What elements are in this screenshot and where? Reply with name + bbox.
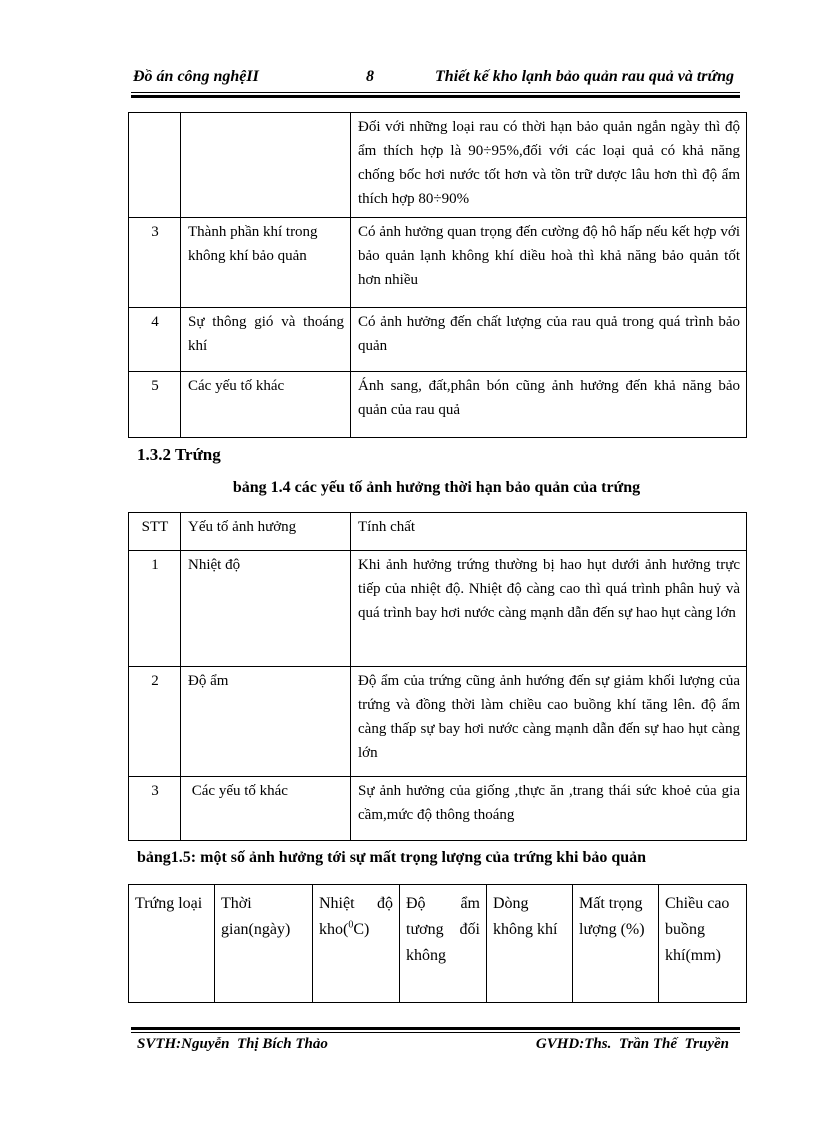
stt-cell: 3	[129, 777, 181, 841]
table-row	[129, 113, 747, 218]
factor-cell: Các yếu tố khác	[181, 777, 351, 841]
factor-cell: Nhiệt độ	[181, 551, 351, 667]
header-cell-temperature-label: Nhiệt độ kho(	[319, 895, 393, 938]
stt-cell: 4	[129, 308, 181, 372]
factor-cell: Độ ẩm	[181, 667, 351, 777]
property-cell: Có ảnh hưởng đến chất lượng của rau quả trong quá trình bảo quản	[351, 308, 747, 372]
property-cell: Độ ẩm của trứng cũng ảnh hướng đến sự giảm khối lượng của trứng và đồng thời làm chiều cao buồng khí tăng lên. độ ẩm càng thấp sự bay hơi nước càng mạnh dẫn đến sự hao hụt càng lớn	[351, 667, 747, 777]
footer-student: SVTH:Nguyễn Thị Bích Thảo	[137, 1036, 328, 1052]
table-row	[129, 372, 747, 438]
header-cell-air-cell-height: Chiều cao buồng khí(mm)	[659, 885, 747, 1003]
property-cell: Có ảnh hưởng quan trọng đến cường độ hô hấp nếu kết hợp với bảo quản lạnh không khí diều hoà thì khả năng bảo quản tốt hơn nhiều	[351, 218, 747, 308]
header-cell-property: Tính chất	[351, 513, 747, 551]
table-row	[129, 551, 747, 667]
table-continued	[128, 112, 747, 438]
footer-rule-thin	[131, 1032, 740, 1033]
factor-cell	[181, 113, 351, 218]
table-1-4	[128, 512, 747, 841]
footer-rule-thick	[131, 1027, 740, 1030]
property-cell: Khi ảnh hưởng trứng thường bị hao hụt dưới ảnh hưởng trực tiếp của nhiệt độ. Nhiệt độ càng cao thì quá trình phân huỷ và quá trình bay hơi nước càng mạnh dẫn đến sự hao hụt càng lớn	[351, 551, 747, 667]
stt-cell	[129, 113, 181, 218]
page-footer	[137, 1036, 737, 1058]
header-cell-temperature-unit: C)	[353, 921, 370, 938]
table-header-row	[129, 885, 747, 1003]
table-header-row	[129, 513, 747, 551]
table-1-5-caption: bảng1.5: một số ảnh hưởng tới sự mất trọng lượng của trứng khi bảo quản	[137, 849, 647, 866]
table-row	[129, 218, 747, 308]
table-row	[129, 777, 747, 841]
section-heading: 1.3.2 Trứng	[137, 445, 221, 464]
stt-cell: 3	[129, 218, 181, 308]
table-1-5	[128, 884, 747, 1003]
header-cell-weight-loss: Mất trọng lượng (%)	[573, 885, 659, 1003]
stt-cell: 5	[129, 372, 181, 438]
header-cell-humidity: Độ ẩm tương đối không	[400, 885, 487, 1003]
table-1-4-caption: bảng 1.4 các yếu tố ảnh hưởng thời hạn bảo quản của trứng	[232, 479, 641, 496]
header-cell-time: Thời gian(ngày)	[215, 885, 313, 1003]
factor-cell: Thành phần khí trong không khí bảo quản	[181, 218, 351, 308]
degree-superscript: 0	[348, 919, 354, 931]
page-header	[133, 68, 740, 90]
footer-advisor: GVHD:Ths. Trần Thế Truyền	[535, 1036, 729, 1052]
header-cell-egg-type: Trứng loại	[129, 885, 215, 1003]
page-number: 8	[366, 68, 374, 85]
factor-cell: Sự thông gió và thoáng khí	[181, 308, 351, 372]
header-cell-factor: Yếu tố ảnh hưởng	[181, 513, 351, 551]
property-cell: Đối với những loại rau có thời hạn bảo quản ngắn ngày thì độ ẩm thích hợp là 90÷95%,đối với các loại quả có khả năng chống bốc hơi nước tốt hơn và tồn trữ dược lâu hơn thì độ ẩm thích hợp 80÷90%	[351, 113, 747, 218]
table-row	[129, 667, 747, 777]
stt-cell: 2	[129, 667, 181, 777]
stt-cell: 1	[129, 551, 181, 667]
header-project-title: Đồ án công nghệII	[133, 68, 259, 85]
factor-cell: Các yếu tố khác	[181, 372, 351, 438]
header-rule-thin	[131, 92, 740, 93]
header-cell-temperature	[313, 885, 400, 1003]
header-document-title: Thiết kế kho lạnh bảo quản rau quả và trứng	[435, 68, 734, 85]
header-rule-thick	[131, 95, 740, 98]
property-cell: Ánh sang, đất,phân bón cũng ảnh hưởng đến khả năng bảo quản của rau quả	[351, 372, 747, 438]
header-cell-stt: STT	[129, 513, 181, 551]
property-cell: Sự ảnh hưởng của giống ,thực ăn ,trang thái sức khoẻ của gia cầm,mức độ thông thoáng	[351, 777, 747, 841]
header-cell-airflow: Dòng không khí	[487, 885, 573, 1003]
table-row	[129, 308, 747, 372]
